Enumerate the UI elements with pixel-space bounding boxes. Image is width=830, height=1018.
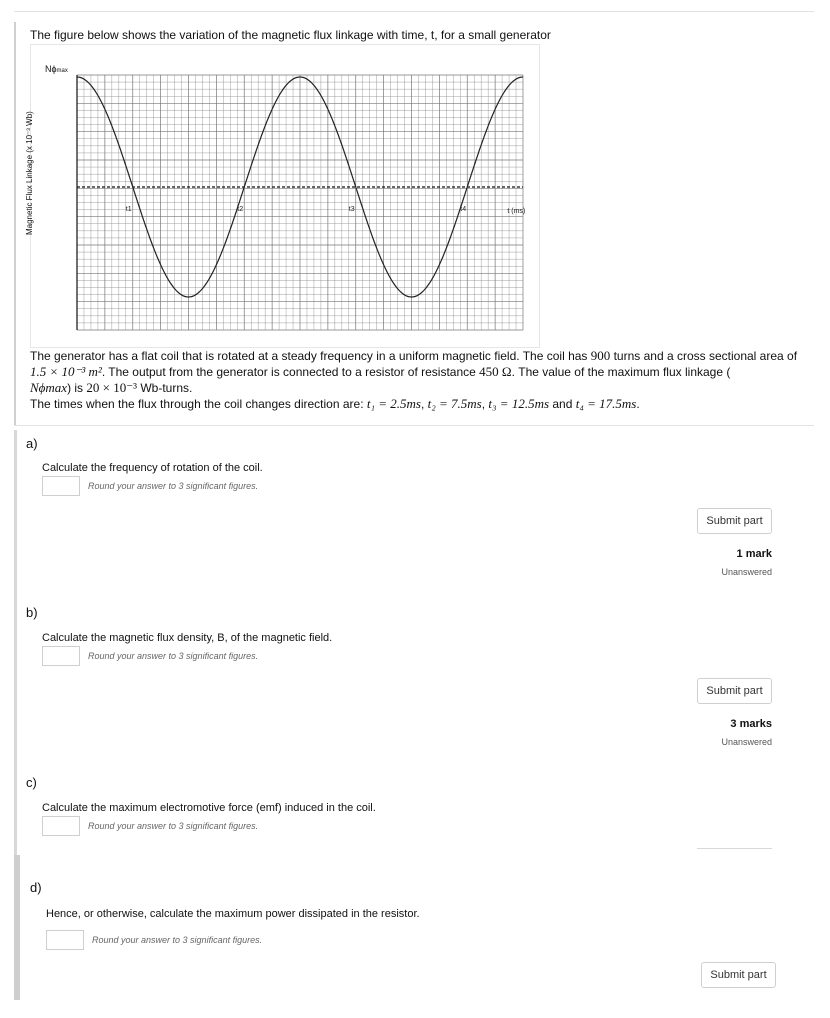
- top-divider: [14, 11, 814, 12]
- t-label: t2: [237, 206, 244, 213]
- y-max-label: Nϕmax: [45, 64, 68, 74]
- part-a-status: Unanswered: [721, 567, 772, 577]
- part-c-question: Calculate the maximum electromotive force (emf) induced in the coil.: [42, 802, 376, 814]
- part-b-answer-row: [42, 646, 258, 666]
- resistance-value: 450 Ω: [479, 364, 512, 379]
- t-label: t4: [460, 206, 467, 213]
- part-a-marks: 1 mark: [736, 548, 772, 560]
- flux-chart: [31, 45, 539, 347]
- t1-value: t₁ = 2.5ms: [366, 396, 421, 411]
- section-divider: [14, 425, 814, 426]
- part-b-hint: Round your answer to 3 significant figures.: [88, 651, 259, 661]
- part-d-question: Hence, or otherwise, calculate the maximum power dissipated in the resistor.: [46, 908, 420, 920]
- t4-value: t₄ = 17.5ms: [575, 396, 637, 411]
- part-b-answer-input[interactable]: [42, 646, 80, 666]
- part-c-label: c): [26, 775, 37, 790]
- left-border: [14, 22, 16, 426]
- part-a-question: Calculate the frequency of rotation of the coil.: [42, 462, 263, 474]
- part-c-submit-button-edge[interactable]: [697, 848, 772, 853]
- part-b-status: Unanswered: [721, 737, 772, 747]
- part-b-submit-button[interactable]: Submit part: [697, 678, 772, 704]
- t2-value: t₂ = 7.5ms: [427, 396, 482, 411]
- flux-figure: [25, 44, 540, 348]
- part-d-hint: Round your answer to 3 significant figures.: [92, 935, 263, 945]
- para-text-5: ) is: [67, 381, 87, 395]
- para-text-4: . The value of the maximum flux linkage (: [511, 365, 731, 379]
- para-end: .: [636, 397, 640, 411]
- part-b-question: Calculate the magnetic flux density, B, of the magnetic field.: [42, 632, 333, 644]
- t-label: t1: [125, 206, 132, 213]
- turns-value: 900: [590, 348, 611, 363]
- para-text-6: Wb-turns.: [137, 381, 193, 395]
- part-c-answer-row: [42, 816, 258, 836]
- para-text-3: . The output from the generator is connected to a resistor of resistance: [101, 365, 480, 379]
- part-d-label: d): [30, 880, 42, 895]
- part-c-hint: Round your answer to 3 significant figures.: [88, 821, 259, 831]
- nphimax-symbol: Nϕmax: [30, 380, 68, 395]
- part-a-answer-input[interactable]: [42, 476, 80, 496]
- part-d-submit-button[interactable]: Submit part: [701, 962, 776, 988]
- part-d-answer-row: [46, 930, 262, 950]
- x-axis-label: t (ms): [507, 208, 526, 215]
- part-d-answer-input[interactable]: [46, 930, 84, 950]
- part-a-answer-row: [42, 476, 258, 496]
- left-border-part-d: [14, 855, 20, 1000]
- intro-text: The figure below shows the variation of the magnetic flux linkage with time, t, for a small generator: [30, 28, 551, 42]
- t-label: t3: [348, 206, 355, 213]
- part-a-hint: Round your answer to 3 significant figures.: [88, 481, 259, 491]
- part-a-submit-button[interactable]: Submit part: [697, 508, 772, 534]
- para-text-1: The generator has a flat coil that is rotated at a steady frequency in a uniform magnetic field. The coil has: [30, 349, 591, 363]
- flux-value: 20 × 10⁻³: [86, 380, 137, 395]
- part-b-marks: 3 marks: [730, 718, 772, 730]
- y-axis-label: Magnetic Flux Linkage (x 10⁻³ Wb): [25, 111, 34, 235]
- part-c-answer-input[interactable]: [42, 816, 80, 836]
- part-a-label: a): [26, 436, 38, 451]
- t3-value: t₃ = 12.5ms: [488, 396, 550, 411]
- problem-paragraph: The generator has a flat coil that is rotated at a steady frequency in a uniform magnetic field. The coil has 900 turns and a cross sectional area of 1.5 × 10⁻³ m². The output from the generator is connected to a resistor of resistance 450 Ω. The value of the maximum flux linkage ( Nϕmax) is 20 × 10⁻³ Wb-turns. The times when the flux through the coil changes direction are: t₁ = 2.5ms, t₂ = 7.5ms, t₃ = 12.5ms and t₄ = 17.5ms.: [30, 348, 798, 411]
- and-text: and: [549, 397, 576, 411]
- part-b-label: b): [26, 605, 38, 620]
- para-text-2: turns and a cross sectional area of: [610, 349, 798, 363]
- times-intro: The times when the flux through the coil changes direction are:: [30, 397, 367, 411]
- area-value: 1.5 × 10⁻³ m²: [30, 364, 102, 379]
